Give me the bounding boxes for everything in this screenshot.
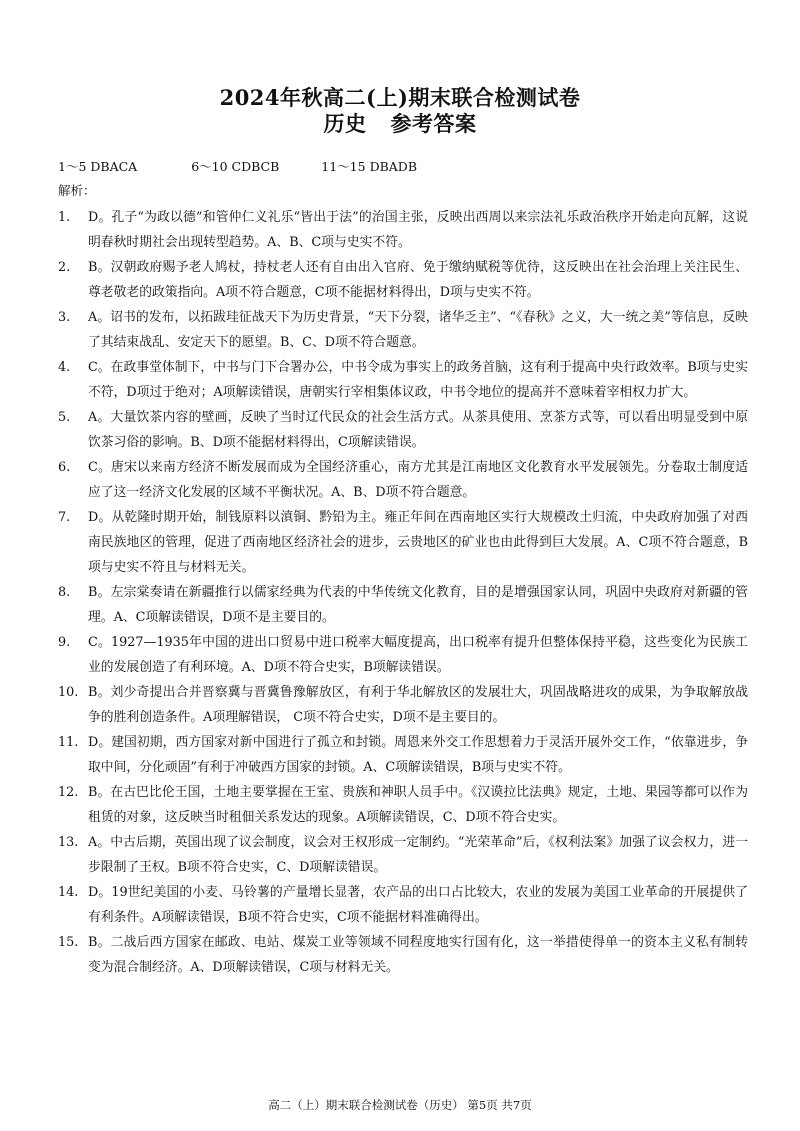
item-text: A。中古后期，英国出现了议会制度，议会对王权形成一定制约。“光荣革命”后，《权利法案》加强了议会权力，进一步限制了王权。B项不符合史实，C、D项解读错误。 — [88, 835, 748, 875]
subject-label: 历史 — [323, 111, 367, 136]
analysis-item-14 — [58, 880, 748, 930]
item-text: D。19世纪美国的小麦、马铃薯的产量增长显著，农产品的出口占比较大，农业的发展为美国工业革命的开展提供了有利条件。A项解读错误，B项不符合史实，C项不能据材料准确得出。 — [88, 885, 748, 925]
analysis-item-9 — [58, 630, 748, 680]
item-number: 6. — [58, 460, 71, 475]
answer-key-row — [58, 157, 417, 175]
analysis-item-15 — [58, 930, 748, 980]
analysis-label: 解析： — [58, 183, 96, 198]
item-number: 12. — [58, 785, 79, 800]
analysis-item-8 — [58, 580, 748, 630]
item-text: B。汉朝政府赐予老人鸠杖，持杖老人还有自由出入官府、免于缴纳赋税等优待，这反映出在社会治理上关注民生、尊老敬老的政策指向。A项不符合题意，C项不能据材料得出，D项与史实不符。 — [88, 260, 748, 300]
item-number: 13. — [58, 835, 79, 850]
analysis-item-7 — [58, 505, 748, 580]
item-number: 4. — [58, 360, 71, 375]
item-text: D。孔子“为政以德”和管仲仁义礼乐“皆出于法”的治国主张，反映出西周以来宗法礼乐政治秩序开始走向瓦解，这说明春秋时期社会出现转型趋势。A、B、C项与史实不符。 — [88, 210, 748, 250]
item-number: 1. — [58, 210, 71, 225]
item-text: B。在古巴比伦王国，土地主要掌握在王室、贵族和神职人员手中。《汉谟拉比法典》规定，土地、果园等都可以作为租赁的对象，这反映当时租佃关系发达的现象。A项解读错误，C、D项不符合史实。 — [88, 785, 748, 825]
item-number: 7. — [58, 510, 71, 525]
answer-key-11-15: 11～15 DBADB — [321, 159, 418, 174]
item-text: A。诏书的发布，以拓跋珪征战天下为历史背景，“天下分裂，诸华乏主”、“《春秋》之义，大一统之美”等信息，反映了其结束战乱、安定天下的愿望。B、C、D项不符合题意。 — [88, 310, 748, 350]
page-footer: 高二（上）期末联合检测试卷（历史） 第5页 共7页 — [268, 1098, 532, 1112]
item-number: 8. — [58, 585, 71, 600]
analysis-item-1 — [58, 205, 748, 255]
item-number: 14. — [58, 885, 79, 900]
analysis-item-13 — [58, 830, 748, 880]
analysis-item-10 — [58, 680, 748, 730]
analysis-item-6 — [58, 455, 748, 505]
analysis-item-3 — [58, 305, 748, 355]
item-number: 10. — [58, 685, 79, 700]
analysis-item-11 — [58, 730, 748, 780]
item-number: 15. — [58, 935, 79, 950]
item-text: B。刘少奇提出合并晋察冀与晋冀鲁豫解放区，有利于华北解放区的发展壮大，巩固战略进攻的成果，为争取解放战争的胜利创造条件。A项理解错误， C项不符合史实，D项不是主要目的。 — [88, 685, 748, 725]
item-number: 11. — [58, 735, 79, 750]
analysis-list — [58, 205, 748, 980]
item-text: C。在政事堂体制下，中书与门下合署办公，中书令成为事实上的政务首脑，这有利于提高中央行政效率。B项与史实不符，D项过于绝对；A项解读错误，唐朝实行宰相集体议政，中书令地位的提高并不意味着宰相权力扩大。 — [88, 360, 748, 400]
page-title: 2024年秋高二(上)期末联合检测试卷 — [219, 85, 581, 110]
item-number: 9. — [58, 635, 71, 650]
analysis-item-4 — [58, 355, 748, 405]
analysis-item-12 — [58, 780, 748, 830]
item-number: 3. — [58, 310, 71, 325]
item-text: D。从乾隆时期开始，制钱原料以滇铜、黔铅为主。雍正年间在西南地区实行大规模改土归流，中央政府加强了对西南民族地区的管理，促进了西南地区经济社会的进步，云贵地区的矿业也由此得到巨大发展。A、C项不符合题意，B项与史实不符且与材料无关。 — [88, 510, 748, 575]
item-text: C。唐宋以来南方经济不断发展而成为全国经济重心，南方尤其是江南地区文化教育水平发展领先。分卷取士制度适应了这一经济文化发展的区域不平衡状况。A、B、D项不符合题意。 — [88, 460, 748, 500]
item-number: 2. — [58, 260, 71, 275]
analysis-item-5 — [58, 405, 748, 455]
item-text: D。建国初期，西方国家对新中国进行了孤立和封锁。周恩来外交工作思想着力于灵活开展外交工作，“依靠进步，争取中间，分化顽固”有利于冲破西方国家的封锁。A、C项解读错误，B项与史实不符。 — [88, 735, 748, 775]
analysis-item-2 — [58, 255, 748, 305]
answer-key-6-10: 6～10 CDBCB — [191, 159, 280, 174]
answer-kind-label: 参考答案 — [390, 111, 477, 136]
item-text: A。大量饮茶内容的壁画，反映了当时辽代民众的社会生活方式。从茶具使用、烹茶方式等，可以看出明显受到中原饮茶习俗的影响。B、D项不能据材料得出，C项解读错误。 — [88, 410, 748, 450]
page-subtitle — [0, 108, 800, 138]
answer-key-1-5: 1～5 DBACA — [58, 159, 138, 174]
item-number: 5. — [58, 410, 71, 425]
item-text: B。二战后西方国家在邮政、电站、煤炭工业等领域不同程度地实行国有化，这一举措使得单一的资本主义私有制转变为混合制经济。A、D项解读错误，C项与材料无关。 — [88, 935, 748, 975]
item-text: B。左宗棠奏请在新疆推行以儒家经典为代表的中华传统文化教育，目的是增强国家认同，巩固中央政府对新疆的管理。A、C项解读错误，D项不是主要目的。 — [88, 585, 748, 625]
item-text: C。1927—1935年中国的进出口贸易中进口税率大幅度提高，出口税率有提升但整体保持平稳，这些变化为民族工业的发展创造了有利环境。A、D项不符合史实，B项解读错误。 — [88, 635, 748, 675]
